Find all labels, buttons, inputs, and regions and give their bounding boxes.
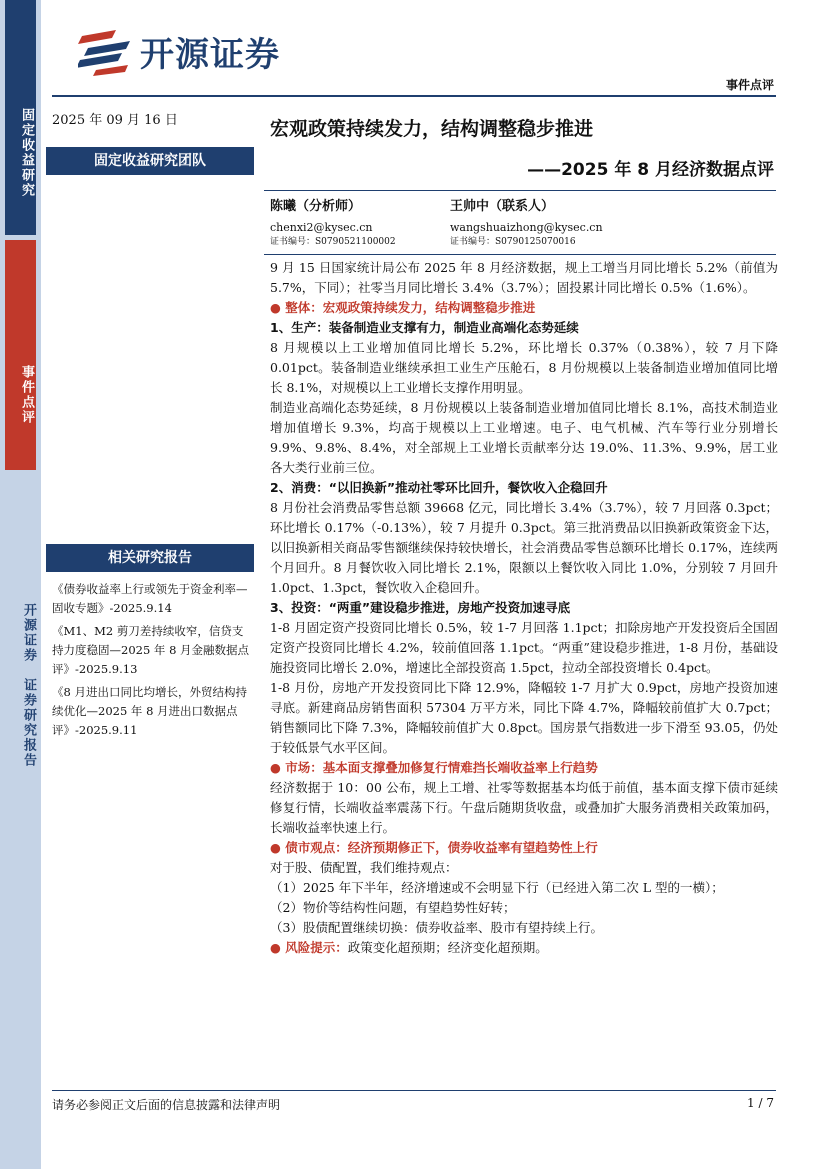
related-report-item[interactable]: 《M1、M2 剪刀差持续收窄，信贷支持力度稳固—2025 年 8 月金融数据点评》-2025.9.13: [52, 624, 250, 676]
company-logo: [78, 26, 280, 76]
related-report-item[interactable]: 《债券收益率上行或领先于资金利率—固收专题》-2025.9.14: [52, 582, 248, 615]
report-body: [270, 258, 778, 958]
related-reports-list: [52, 580, 254, 744]
header-divider: [52, 95, 776, 97]
bullet-icon: ●: [270, 300, 286, 315]
section-heading-consumption: 2、消费：“以旧换新”推动社零环比回升，餐饮收入企稳回升: [270, 480, 608, 495]
section-heading-market: 市场：基本面支撑叠加修复行情难挡长端收益率上行趋势: [285, 760, 598, 775]
analyst-divider: [264, 254, 776, 255]
paragraph: 1-8 月固定资产投资同比增长 0.5%，较 1-7 月回落 1.1pct；扣除房地产开发投资后全国固定资产投资同比增长 4.2%，较前值回落 1.1pct。“两重”建设稳步推进，1-8 月份，基础设施投资同比增长 2.0%，增速比全部投资高 1.5pct，拉动全部投资增长 0.4pct。: [270, 620, 778, 675]
team-banner: 固定收益研究团队: [46, 147, 254, 175]
risk-text: 政策变化超预期；经济变化超预期。: [347, 940, 548, 955]
contact-card: [450, 199, 603, 250]
analyst-card: [270, 199, 396, 250]
report-subtitle: ——2025 年 8 月经济数据点评: [527, 160, 774, 180]
title-divider: [264, 190, 776, 191]
related-reports-banner: 相关研究报告: [46, 544, 254, 572]
section-heading-production: 1、生产：装备制造业支撑有力，制造业高端化态势延续: [270, 320, 579, 335]
logo-text: 开源证券: [140, 34, 280, 75]
report-type-label: 事件点评: [725, 78, 774, 92]
section-heading-overall: 整体：宏观政策持续发力，结构调整稳步推进: [285, 300, 536, 315]
sidebar-report-type: 事件点评: [5, 240, 36, 470]
bullet-icon: ●: [270, 940, 286, 955]
contact-email[interactable]: wangshuaizhong@kysec.cn: [450, 221, 603, 234]
report-title: 宏观政策持续发力，结构调整稳步推进: [270, 118, 594, 140]
page-number: 1 / 7: [747, 1096, 774, 1110]
sidebar-brand: 开源证券 证券研究报告: [21, 602, 36, 768]
intro-paragraph: 9 月 15 日国家统计局公布 2025 年 8 月经济数据，规上工增当月同比增长 5.2%（前值为 5.7%，下同）；社零当月同比增长 3.4%（3.7%）；固投累计同比增长 0.5%（1.6%）。: [270, 260, 778, 295]
view-item: （3）股债配置继续切换：债券收益率、股市有望持续上行。: [270, 920, 603, 935]
report-date: 2025 年 09 月 16 日: [52, 113, 178, 128]
bullet-icon: ●: [270, 760, 286, 775]
section-heading-investment: 3、投资：“两重”建设稳步推进，房地产投资加速寻底: [270, 600, 571, 615]
view-item: （1）2025 年下半年，经济增速或不会明显下行（已经进入第二次 L 型的一横）；: [270, 880, 724, 895]
contact-cert: 证书编号：S0790125070016: [450, 237, 576, 247]
analyst-email[interactable]: chenxi2@kysec.cn: [270, 221, 373, 234]
contact-name: 王帅中（联系人）: [450, 199, 555, 214]
logo-icon: [78, 26, 134, 76]
analyst-cert: 证书编号：S0790521100002: [270, 237, 396, 247]
paragraph: 对于股、债配置，我们维持观点：: [270, 860, 458, 875]
paragraph: 制造业高端化态势延续，8 月份规模以上装备制造业增加值同比增长 8.1%，高技术制造业增加值增长 9.3%，均高于规模以上工业增速。电子、电气机械、汽车等行业分别增长 9.9%、9.8%、8.4%，对全部规上工业增长贡献率分达 19.0%、11.3%、9.9%，居工业各大类行业前三位。: [270, 400, 778, 475]
sidebar-category: 固定收益研究: [5, 0, 36, 235]
footer-disclaimer: 请务必参阅正文后面的信息披露和法律声明: [52, 1098, 281, 1112]
related-report-item[interactable]: 《8 月进出口同比均增长，外贸结构持续优化—2025 年 8 月进出口数据点评》-2025.9.11: [52, 685, 247, 737]
risk-label: 风险提示：: [285, 940, 348, 955]
bullet-icon: ●: [270, 840, 286, 855]
footer-divider: [52, 1090, 776, 1091]
sidebar: [0, 0, 41, 1169]
paragraph: 8 月份社会消费品零售总额 39668 亿元，同比增长 3.4%（3.7%），较 7 月回落 0.3pct；环比增长 0.17%（-0.13%），较 7 月提升 0.3pct。第三批消费品以旧换新政策资金下达，以旧换新相关商品零售额继续保持较快增长，社会消费品零售总额环比增长 0.17%，连续两个月回升。8 月餐饮收入同比增长 2.1%，限额以上餐饮收入同比 1.0%，分别较 7 月回升 1.0pct、1.3pct，餐饮收入企稳回升。: [270, 500, 778, 595]
paragraph: 8 月规模以上工业增加值同比增长 5.2%，环比增长 0.37%（0.38%），较 7 月下降 0.01pct。装备制造业继续承担工业生产压舱石，8 月份规模以上装备制造业增加值同比增长 8.1%，对规模以上工业增长支撑作用明显。: [270, 340, 778, 395]
paragraph: 1-8 月份，房地产开发投资同比下降 12.9%，降幅较 1-7 月扩大 0.9pct，房地产投资加速寻底。新建商品房销售面积 57304 万平方米，同比下降 4.7%，降幅较前值扩大 0.7pct；销售额同比下降 7.3%，降幅较前值扩大 0.8pct。国房景气指数进一步下滑至 93.05，仍处于较低景气水平区间。: [270, 680, 778, 755]
view-item: （2）物价等结构性问题，有望趋势性好转；: [270, 900, 516, 915]
paragraph: 经济数据于 10：00 公布，规上工增、社零等数据基本均低于前值，基本面支撑下债市延续修复行情，长端收益率震荡下行。午盘后随期货收盘，或叠加扩大服务消费相关政策加码，长端收益率快速上行。: [270, 780, 778, 835]
analyst-name: 陈曦（分析师）: [270, 199, 362, 214]
section-heading-view: 债市观点：经济预期修正下，债券收益率有望趋势性上行: [285, 840, 598, 855]
